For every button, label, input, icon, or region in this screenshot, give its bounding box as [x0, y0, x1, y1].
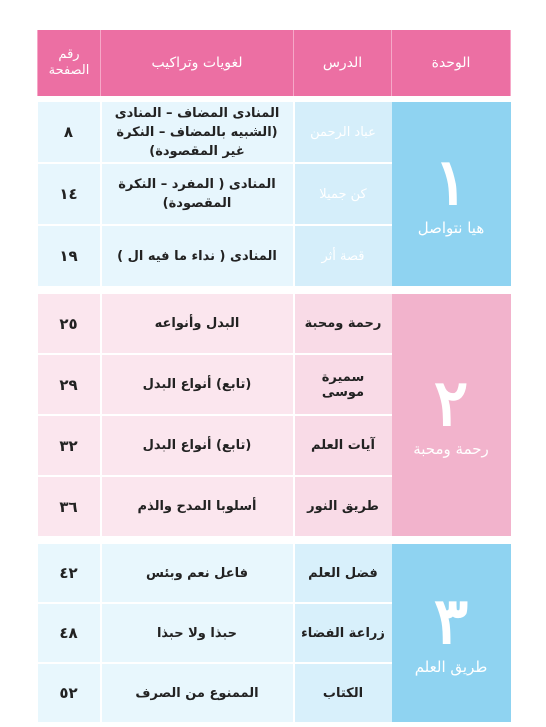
unit-cell [392, 294, 511, 537]
unit-number: ٣ [433, 584, 469, 659]
unit-cell [392, 102, 511, 287]
grammar-topic: البدل وأنواعه [101, 294, 294, 354]
grammar-topic: المنادى ( نداء ما فيه ال ) [101, 225, 294, 287]
lesson-title: سميرة موسى [294, 354, 392, 415]
grammar-topic: (تابع) أنواع البدل [101, 354, 294, 415]
header-lesson: الدرس [294, 30, 392, 96]
lesson-title: عباد الرحمن [294, 102, 392, 163]
unit-gap-cell [38, 537, 511, 544]
page-number: ٤٢ [38, 544, 101, 603]
unit-gap [38, 287, 511, 294]
header-page: رقم الصفحة [38, 30, 101, 96]
lesson-title: زراعة الفضاء [294, 603, 392, 663]
table-row [38, 544, 511, 603]
page-number: ٣٢ [38, 415, 101, 476]
lesson-title: الكتاب [294, 663, 392, 723]
unit-gap [38, 537, 511, 544]
page-number: ٥٢ [38, 663, 101, 723]
lesson-title: آيات العلم [294, 415, 392, 476]
unit-number: ٢ [433, 366, 469, 441]
unit-name: رحمة ومحبة [413, 440, 489, 458]
page-number: ٣٦ [38, 476, 101, 537]
table-of-contents [37, 30, 511, 724]
page-number: ١٤ [38, 163, 101, 225]
unit-name: هيا نتواصل [417, 219, 485, 237]
lesson-title: قصة أثر [294, 225, 392, 287]
page-number: ٤٨ [38, 603, 101, 663]
lesson-title: كن جميلا [294, 163, 392, 225]
lesson-title: طريق النور [294, 476, 392, 537]
lesson-title: رحمة ومحبة [294, 294, 392, 354]
grammar-topic: الممنوع من الصرف [101, 663, 294, 723]
grammar-topic: المنادى المضاف – المنادى (الشبيه بالمضاف – النكرة غير المقصودة) [101, 102, 294, 163]
lesson-title: فضل العلم [294, 544, 392, 603]
grammar-topic: (تابع) أنواع البدل [101, 415, 294, 476]
grammar-topic: حبذا ولا حبذا [101, 603, 294, 663]
header-grammar: لغويات وتراكيب [101, 30, 294, 96]
page-number: ٢٥ [38, 294, 101, 354]
header-row [38, 30, 511, 96]
unit-number: ١ [433, 145, 469, 220]
page-number: ٢٩ [38, 354, 101, 415]
header-unit: الوحدة [392, 30, 511, 96]
page-number: ١٩ [38, 225, 101, 287]
grammar-topic: فاعل نعم وبئس [101, 544, 294, 603]
grammar-topic: المنادى ( المفرد – النكرة المقصودة) [101, 163, 294, 225]
page-number: ٨ [38, 102, 101, 163]
unit-cell [392, 544, 511, 723]
table-row [38, 102, 511, 163]
grammar-topic: أسلوبا المدح والذم [101, 476, 294, 537]
unit-name: طريق العلم [414, 658, 488, 676]
unit-gap-cell [38, 287, 511, 294]
table-row [38, 294, 511, 354]
